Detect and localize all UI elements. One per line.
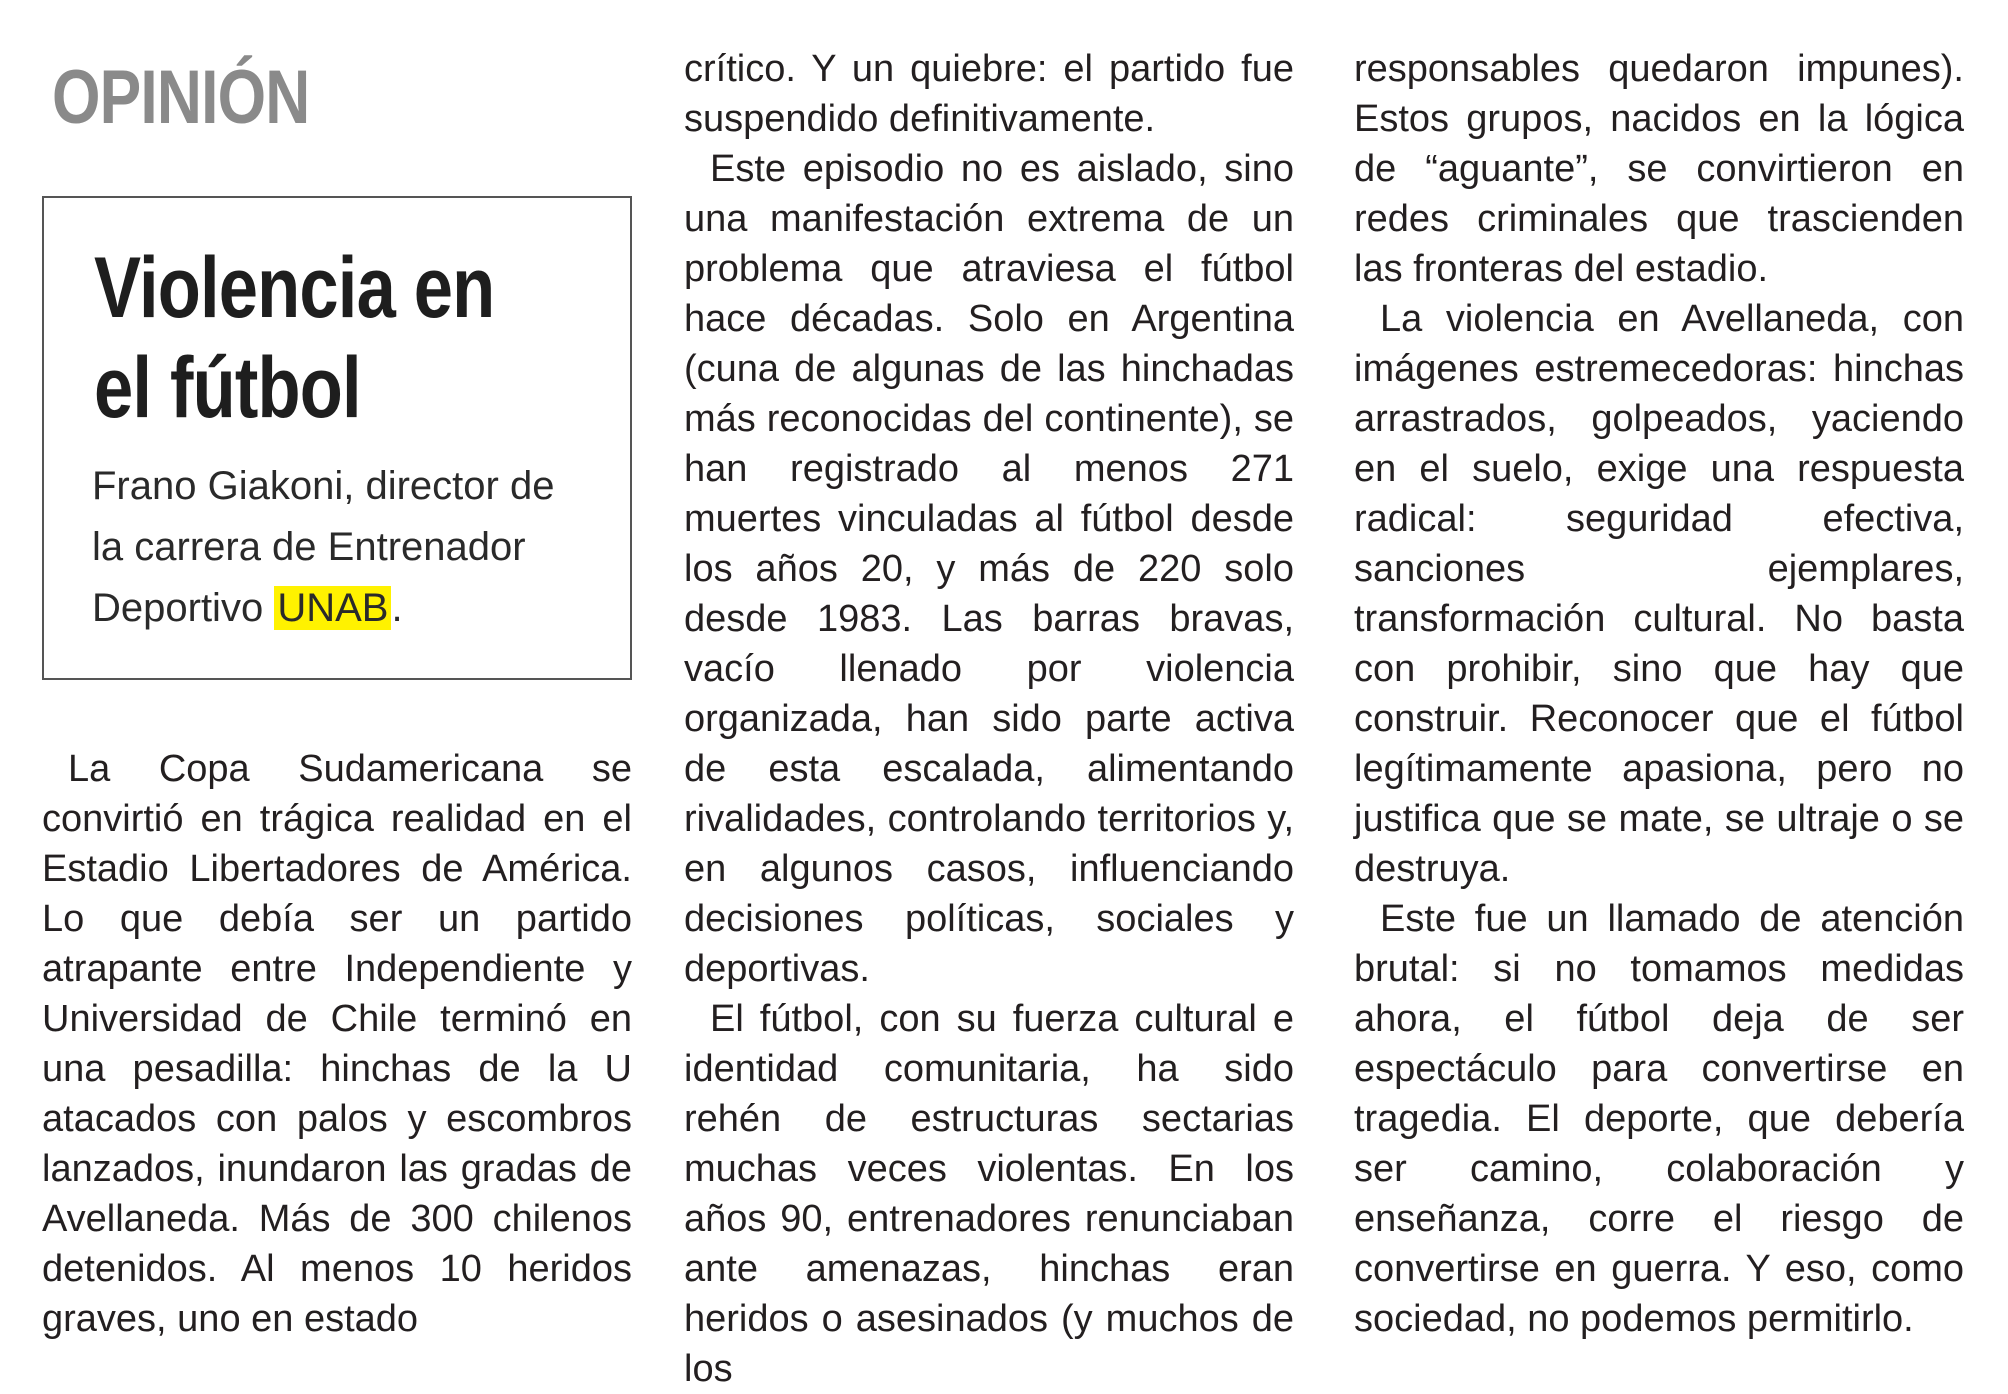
article-column-2 [684, 44, 1294, 1390]
paragraph-3: El fútbol, con su fuerza cultural e identidad comunitaria, ha sido rehén de estructuras sectarias muchas veces violentas. En los años 90, entrenadores renunciaban ante amenazas, hinchas eran heridos o asesinados (y muchos de los [684, 998, 1294, 1390]
byline-end: . [391, 586, 403, 630]
byline-text: Frano Giakoni, director de la carrera de Entrenador Deportivo [92, 464, 555, 630]
paragraph-1-continued: crítico. Y un quiebre: el partido fue suspendido definitivamente. [684, 48, 1294, 140]
headline-box [42, 196, 632, 680]
section-label: OPINIÓN [52, 55, 310, 140]
headline-line-2: el fútbol [94, 340, 361, 436]
institution-highlight: UNAB [274, 586, 391, 630]
article-column-1 [42, 744, 632, 1340]
paragraph-5: Este fue un llamado de atención brutal: si no tomamos medidas ahora, el fútbol deja de ser espectáculo para convertirse en tragedia. El deporte, que debería ser camino, colaboración y enseñanza, corre el riesgo de convertirse en guerra. Y eso, como sociedad, no podemos permitirlo. [1354, 898, 1964, 1340]
headline-line-1: Violencia en [94, 240, 495, 336]
paragraph-3-continued: responsables quedaron impunes). Estos grupos, nacidos en la lógica de “aguante”, se convirtieron en redes criminales que trascienden las fronteras del estadio. [1354, 48, 1964, 290]
paragraph-2: Este episodio no es aislado, sino una manifestación extrema de un problema que atraviesa el fútbol hace décadas. Solo en Argentina (cuna de algunas de las hinchadas más reconocidas del continente), se han registrado al menos 271 muertes vinculadas al fútbol desde los años 20, y más de 220 solo desde 1983. Las barras bravas, vacío llenado por violencia organizada, han sido parte activa de esta escalada, alimentando rivalidades, controlando territorios y, en algunos casos, influenciando decisiones políticas, sociales y deportivas. [684, 148, 1294, 990]
paragraph-4: La violencia en Avellaneda, con imágenes estremecedoras: hinchas arrastrados, golpeados, yaciendo en el suelo, exige una respuesta radical: seguridad efectiva, sanciones ejemplares, transformación cultural. No basta con prohibir, sino que hay que construir. Reconocer que el fútbol legítimamente apasiona, pero no justifica que se mate, se ultraje o se destruya. [1354, 298, 1964, 890]
article-column-3 [1354, 44, 1964, 1340]
paragraph-1: La Copa Sudamericana se convirtió en trágica realidad en el Estadio Libertadores de América. Lo que debía ser un partido atrapante entre Independiente y Universidad de Chile terminó en una pesadilla: hinchas de la U atacados con palos y escombros lanzados, inundaron las gradas de Avellaneda. Más de 300 chilenos detenidos. Al menos 10 heridos graves, uno en estado [42, 748, 632, 1340]
author-byline [92, 456, 592, 639]
headline [94, 238, 668, 438]
